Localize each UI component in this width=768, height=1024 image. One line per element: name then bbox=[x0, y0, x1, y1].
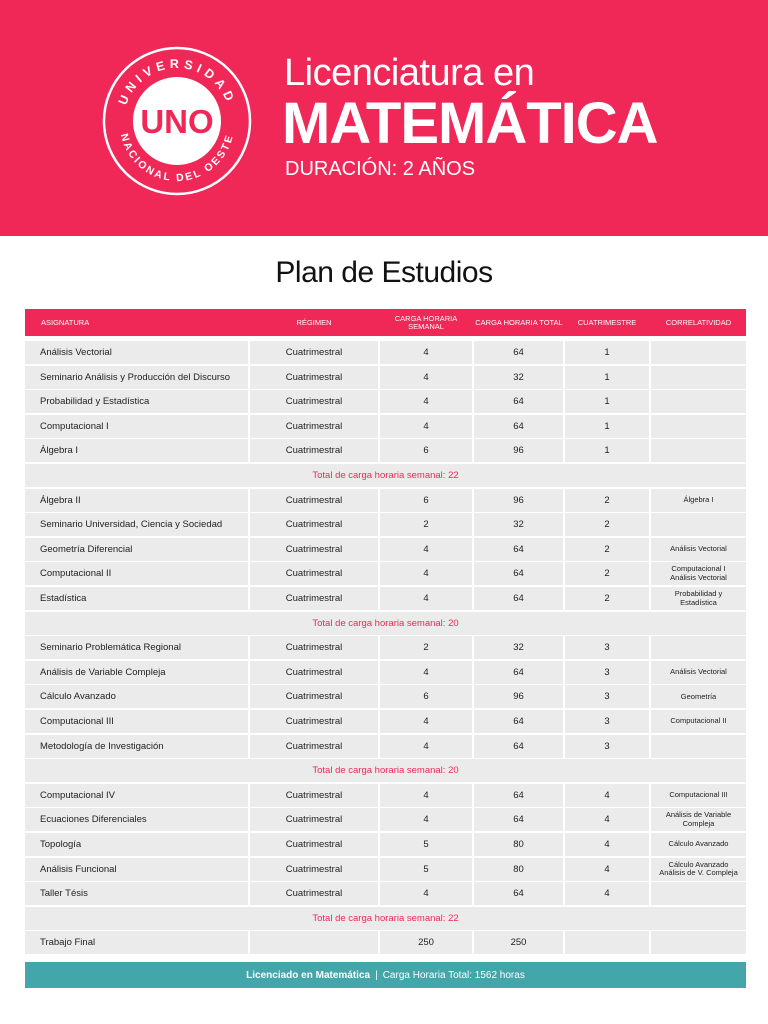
cell-total-text: 250 bbox=[510, 937, 527, 949]
cell-term bbox=[565, 489, 649, 512]
header-total: CARGA HORARIA TOTAL bbox=[475, 317, 563, 327]
cell-weekly-text: 4 bbox=[423, 740, 429, 752]
cell-weekly bbox=[380, 562, 472, 585]
cell-regime-text: Cuatrimestral bbox=[285, 347, 343, 358]
cell-regime bbox=[250, 858, 378, 881]
cell-weekly bbox=[380, 489, 472, 512]
cell-correlativity bbox=[651, 735, 746, 758]
cell-total bbox=[474, 661, 563, 684]
cell-total bbox=[474, 858, 563, 881]
cell-total bbox=[474, 636, 563, 659]
cell-subject-text: Álgebra I bbox=[40, 445, 79, 457]
cell-subject-text: Seminario Análisis y Producción del Discurso bbox=[40, 371, 231, 383]
cell-subject-text: Análisis Funcional bbox=[40, 863, 117, 875]
cell-total bbox=[474, 808, 563, 831]
cell-total-text: 80 bbox=[513, 863, 524, 875]
cell-correlativity-text: Geometría bbox=[680, 691, 717, 701]
cell-correlativity bbox=[651, 833, 746, 856]
cell-regime-text: Cuatrimestral bbox=[285, 543, 343, 555]
cell-term-text: 1 bbox=[604, 371, 610, 383]
cell-term-text: 4 bbox=[604, 789, 610, 801]
cell-correlativity-text: Computacional III bbox=[669, 790, 728, 800]
table-row bbox=[25, 808, 746, 831]
table-row bbox=[25, 735, 746, 758]
group-total-row: Total de carga horaria semanal: 22 bbox=[25, 907, 746, 930]
cell-correlativity bbox=[651, 931, 746, 954]
cell-regime-text: Cuatrimestral bbox=[285, 740, 343, 752]
cell-term-text: 4 bbox=[604, 814, 610, 826]
cell-term-text: 1 bbox=[604, 347, 610, 358]
cell-term-text: 1 bbox=[604, 420, 610, 432]
cell-total bbox=[474, 415, 563, 438]
cell-subject bbox=[25, 735, 248, 758]
cell-total bbox=[474, 587, 563, 610]
group-total-row: Total de carga horaria semanal: 22 bbox=[25, 464, 746, 487]
cell-weekly-text: 4 bbox=[423, 396, 429, 408]
table-row bbox=[25, 562, 746, 585]
cell-weekly-text: 4 bbox=[423, 543, 429, 555]
header-correlativity: CORRELATIVIDAD bbox=[665, 317, 732, 327]
cell-regime-text: Cuatrimestral bbox=[285, 445, 343, 457]
cell-total-text: 64 bbox=[513, 593, 524, 604]
cell-term-text: 4 bbox=[604, 863, 610, 875]
table-row bbox=[25, 390, 746, 413]
cell-subject bbox=[25, 833, 248, 856]
cell-weekly-text: 2 bbox=[423, 642, 429, 654]
cell-correlativity-text: Análisis de Variable Compleja bbox=[665, 810, 732, 828]
cell-term-text: 2 bbox=[604, 494, 610, 506]
cell-weekly bbox=[380, 587, 472, 610]
header-term: CUATRIMESTRE bbox=[577, 317, 637, 327]
cell-total bbox=[474, 538, 563, 561]
cell-regime bbox=[250, 562, 378, 585]
cell-weekly-text: 6 bbox=[423, 494, 429, 506]
cell-total bbox=[474, 341, 563, 364]
cell-correlativity-text: Probabilidad y Estadística bbox=[674, 589, 723, 607]
cell-total-text: 32 bbox=[513, 371, 524, 383]
cell-weekly bbox=[380, 931, 472, 954]
cell-subject bbox=[25, 439, 248, 462]
footer-separator: | bbox=[375, 969, 378, 981]
cell-total-text: 64 bbox=[513, 666, 524, 678]
cell-correlativity bbox=[651, 415, 746, 438]
cell-regime bbox=[250, 538, 378, 561]
cell-subject bbox=[25, 489, 248, 512]
table-row bbox=[25, 489, 746, 512]
cell-term-text: 1 bbox=[604, 396, 610, 408]
cell-subject bbox=[25, 882, 248, 905]
cell-subject bbox=[25, 390, 248, 413]
cell-weekly bbox=[380, 882, 472, 905]
cell-regime bbox=[250, 366, 378, 389]
cell-regime bbox=[250, 587, 378, 610]
cell-weekly bbox=[380, 341, 472, 364]
cell-regime bbox=[250, 661, 378, 684]
cell-correlativity-text: Cálculo Avanzado bbox=[668, 839, 729, 849]
cell-total-text: 64 bbox=[513, 420, 524, 432]
table-row bbox=[25, 784, 746, 807]
cell-subject-text: Computacional I bbox=[40, 420, 109, 432]
title-line-1: Licenciatura en bbox=[284, 52, 535, 94]
cell-term-text: 1 bbox=[604, 445, 610, 457]
footer-bar bbox=[25, 962, 746, 988]
cell-subject-text: Estadística bbox=[40, 593, 87, 604]
cell-term bbox=[565, 513, 649, 536]
table-row bbox=[25, 931, 746, 954]
cell-term bbox=[565, 784, 649, 807]
cell-term bbox=[565, 415, 649, 438]
plan-title: Plan de Estudios bbox=[275, 256, 493, 289]
cell-weekly bbox=[380, 735, 472, 758]
cell-correlativity bbox=[651, 390, 746, 413]
table-row bbox=[25, 341, 746, 364]
cell-total-text: 96 bbox=[513, 691, 524, 703]
cell-term bbox=[565, 366, 649, 389]
header-banner bbox=[0, 0, 768, 236]
cell-regime bbox=[250, 784, 378, 807]
cell-regime-text: Cuatrimestral bbox=[285, 863, 343, 875]
cell-correlativity bbox=[651, 439, 746, 462]
cell-correlativity-text: Computacional I Análisis Vectorial bbox=[670, 564, 727, 582]
cell-total-text: 64 bbox=[513, 789, 524, 801]
cell-correlativity bbox=[651, 562, 746, 585]
cell-total bbox=[474, 366, 563, 389]
cell-weekly-text: 4 bbox=[423, 371, 429, 383]
cell-subject bbox=[25, 710, 248, 733]
cell-term-text: 4 bbox=[604, 888, 610, 900]
cell-regime-text: Cuatrimestral bbox=[285, 494, 343, 506]
cell-correlativity bbox=[651, 366, 746, 389]
group-total-row: Total de carga horaria semanal: 20 bbox=[25, 612, 746, 635]
cell-weekly-text: 4 bbox=[423, 347, 429, 358]
group-total-row: Total de carga horaria semanal: 20 bbox=[25, 759, 746, 782]
cell-subject bbox=[25, 415, 248, 438]
table-row bbox=[25, 710, 746, 733]
cell-term-text: 4 bbox=[604, 839, 610, 850]
cell-total-text: 64 bbox=[513, 740, 524, 752]
cell-subject-text: Seminario Universidad, Ciencia y Sociedad bbox=[40, 519, 223, 531]
cell-subject-text: Análisis de Variable Compleja bbox=[40, 666, 166, 678]
cell-regime bbox=[250, 341, 378, 364]
cell-subject-text: Computacional III bbox=[40, 716, 114, 727]
university-seal-logo bbox=[102, 46, 252, 196]
table-row bbox=[25, 415, 746, 438]
cell-regime bbox=[250, 882, 378, 905]
cell-total bbox=[474, 390, 563, 413]
cell-total-text: 64 bbox=[513, 347, 524, 358]
cell-subject-text: Cálculo Avanzado bbox=[40, 691, 116, 703]
cell-total-text: 64 bbox=[513, 543, 524, 555]
cell-total-text: 64 bbox=[513, 716, 524, 727]
cell-term bbox=[565, 808, 649, 831]
cell-regime-text: Cuatrimestral bbox=[285, 888, 343, 900]
cell-weekly bbox=[380, 439, 472, 462]
cell-subject-text: Computacional II bbox=[40, 568, 112, 580]
cell-correlativity bbox=[651, 685, 746, 708]
cell-subject-text: Geometría Diferencial bbox=[40, 543, 133, 555]
cell-term bbox=[565, 931, 649, 954]
cell-correlativity bbox=[651, 587, 746, 610]
table-row bbox=[25, 587, 746, 610]
table-row bbox=[25, 661, 746, 684]
cell-weekly-text: 6 bbox=[423, 445, 429, 457]
cell-regime bbox=[250, 735, 378, 758]
cell-term-text: 2 bbox=[604, 593, 610, 604]
cell-correlativity bbox=[651, 489, 746, 512]
cell-total-text: 32 bbox=[513, 519, 524, 531]
header-weekly: CARGA HORARIA SEMANAL bbox=[394, 313, 458, 331]
cell-total-text: 64 bbox=[513, 814, 524, 826]
cell-weekly bbox=[380, 636, 472, 659]
cell-weekly bbox=[380, 513, 472, 536]
cell-subject-text: Análisis Vectorial bbox=[40, 347, 112, 358]
cell-total-text: 96 bbox=[513, 494, 524, 506]
cell-regime bbox=[250, 513, 378, 536]
cell-term bbox=[565, 833, 649, 856]
cell-regime-text: Cuatrimestral bbox=[285, 666, 343, 678]
cell-weekly-text: 5 bbox=[423, 863, 429, 875]
cell-subject bbox=[25, 685, 248, 708]
duration-label: DURACIÓN: 2 AÑOS bbox=[285, 158, 476, 180]
cell-regime-text: Cuatrimestral bbox=[285, 814, 343, 826]
cell-weekly bbox=[380, 685, 472, 708]
cell-regime-text: Cuatrimestral bbox=[285, 593, 343, 604]
cell-weekly-text: 4 bbox=[423, 593, 429, 604]
cell-term bbox=[565, 735, 649, 758]
cell-regime-text: Cuatrimestral bbox=[285, 420, 343, 432]
cell-total bbox=[474, 439, 563, 462]
cell-subject bbox=[25, 784, 248, 807]
cell-weekly-text: 4 bbox=[423, 568, 429, 580]
cell-weekly-text: 4 bbox=[423, 666, 429, 678]
footer-total: Carga Horaria Total: 1562 horas bbox=[382, 969, 525, 981]
cell-term bbox=[565, 341, 649, 364]
seal-text-top: UNIVERSIDAD bbox=[115, 56, 239, 107]
table-row bbox=[25, 833, 746, 856]
cell-correlativity bbox=[651, 636, 746, 659]
cell-term bbox=[565, 439, 649, 462]
cell-weekly bbox=[380, 858, 472, 881]
cell-correlativity bbox=[651, 858, 746, 881]
cell-term-text: 2 bbox=[604, 568, 610, 580]
cell-term-text: 3 bbox=[604, 666, 610, 678]
seal-text-bottom: NACIONAL DEL OESTE bbox=[117, 132, 237, 185]
cell-subject-text: Computacional IV bbox=[40, 789, 115, 801]
cell-term-text: 3 bbox=[604, 740, 610, 752]
cell-weekly bbox=[380, 390, 472, 413]
cell-weekly bbox=[380, 833, 472, 856]
cell-total bbox=[474, 735, 563, 758]
cell-term-text: 2 bbox=[604, 543, 610, 555]
cell-total-text: 96 bbox=[513, 445, 524, 457]
cell-regime-text: Cuatrimestral bbox=[285, 519, 343, 531]
cell-regime bbox=[250, 415, 378, 438]
table-header bbox=[25, 309, 746, 336]
cell-correlativity bbox=[651, 710, 746, 733]
cell-total-text: 64 bbox=[513, 888, 524, 900]
cell-term bbox=[565, 538, 649, 561]
cell-correlativity-text: Álgebra I bbox=[683, 494, 714, 504]
cell-total bbox=[474, 882, 563, 905]
cell-subject bbox=[25, 562, 248, 585]
cell-regime bbox=[250, 931, 378, 954]
cell-term bbox=[565, 661, 649, 684]
cell-weekly-text: 4 bbox=[423, 716, 429, 727]
cell-weekly-text: 2 bbox=[423, 519, 429, 531]
cell-total bbox=[474, 931, 563, 954]
cell-subject-text: Trabajo Final bbox=[40, 937, 96, 949]
cell-correlativity-text: Análisis Vectorial bbox=[670, 544, 727, 554]
table-row bbox=[25, 882, 746, 905]
cell-total-text: 64 bbox=[513, 396, 524, 408]
cell-total-text: 64 bbox=[513, 568, 524, 580]
cell-regime bbox=[250, 390, 378, 413]
table-row bbox=[25, 538, 746, 561]
cell-subject bbox=[25, 587, 248, 610]
cell-term bbox=[565, 587, 649, 610]
table-row bbox=[25, 858, 746, 881]
cell-subject-text: Ecuaciones Diferenciales bbox=[40, 814, 147, 826]
cell-regime bbox=[250, 833, 378, 856]
header-subject: ASIGNATURA bbox=[41, 317, 90, 327]
cell-subject-text: Probabilidad y Estadística bbox=[40, 396, 150, 408]
cell-regime-text: Cuatrimestral bbox=[285, 396, 343, 408]
cell-term-text: 3 bbox=[604, 642, 610, 654]
cell-weekly-text: 4 bbox=[423, 814, 429, 826]
cell-subject bbox=[25, 661, 248, 684]
cell-weekly bbox=[380, 784, 472, 807]
cell-total bbox=[474, 513, 563, 536]
table-row bbox=[25, 513, 746, 536]
cell-correlativity-text: Cálculo Avanzado Análisis de V. Compleja bbox=[659, 859, 738, 878]
cell-subject-text: Topología bbox=[40, 839, 82, 850]
cell-weekly bbox=[380, 808, 472, 831]
logo-text: UNO bbox=[140, 103, 214, 140]
cell-weekly-text: 4 bbox=[423, 888, 429, 900]
cell-regime bbox=[250, 636, 378, 659]
table-row bbox=[25, 685, 746, 708]
cell-correlativity bbox=[651, 784, 746, 807]
cell-weekly-text: 4 bbox=[423, 420, 429, 432]
cell-regime bbox=[250, 439, 378, 462]
cell-correlativity bbox=[651, 808, 746, 831]
cell-weekly bbox=[380, 661, 472, 684]
cell-regime-text: Cuatrimestral bbox=[285, 642, 343, 654]
cell-correlativity-text: Análisis Vectorial bbox=[670, 667, 727, 677]
cell-subject bbox=[25, 858, 248, 881]
cell-subject-text: Álgebra II bbox=[40, 494, 81, 506]
cell-correlativity bbox=[651, 538, 746, 561]
cell-regime bbox=[250, 808, 378, 831]
cell-total bbox=[474, 833, 563, 856]
cell-subject bbox=[25, 808, 248, 831]
cell-regime-text: Cuatrimestral bbox=[285, 568, 343, 580]
cell-weekly bbox=[380, 538, 472, 561]
table-row bbox=[25, 366, 746, 389]
cell-correlativity bbox=[651, 341, 746, 364]
cell-term bbox=[565, 636, 649, 659]
cell-total-text: 80 bbox=[513, 839, 524, 850]
cell-regime bbox=[250, 489, 378, 512]
cell-regime-text: Cuatrimestral bbox=[285, 716, 343, 727]
cell-weekly-text: 6 bbox=[423, 691, 429, 703]
cell-subject bbox=[25, 636, 248, 659]
cell-weekly bbox=[380, 415, 472, 438]
cell-total bbox=[474, 489, 563, 512]
cell-correlativity bbox=[651, 513, 746, 536]
cell-weekly bbox=[380, 710, 472, 733]
cell-subject bbox=[25, 538, 248, 561]
cell-term bbox=[565, 562, 649, 585]
header-regime: RÉGIMEN bbox=[296, 317, 332, 327]
cell-term-text: 2 bbox=[604, 519, 610, 531]
cell-weekly bbox=[380, 366, 472, 389]
cell-correlativity bbox=[651, 661, 746, 684]
cell-weekly-text: 5 bbox=[423, 839, 429, 850]
cell-term bbox=[565, 858, 649, 881]
footer-degree: Licenciado en Matemática bbox=[246, 969, 371, 981]
cell-subject bbox=[25, 513, 248, 536]
cell-correlativity bbox=[651, 882, 746, 905]
cell-weekly-text: 250 bbox=[418, 937, 434, 949]
cell-subject-text: Taller Tésis bbox=[40, 888, 88, 900]
cell-regime bbox=[250, 710, 378, 733]
cell-total bbox=[474, 685, 563, 708]
cell-term bbox=[565, 710, 649, 733]
cell-term bbox=[565, 882, 649, 905]
cell-term-text: 3 bbox=[604, 716, 610, 727]
cell-total bbox=[474, 710, 563, 733]
cell-regime-text: Cuatrimestral bbox=[285, 789, 343, 801]
cell-term bbox=[565, 390, 649, 413]
table-row bbox=[25, 636, 746, 659]
cell-subject bbox=[25, 931, 248, 954]
cell-term-text: 3 bbox=[604, 691, 610, 703]
title-line-2: MATEMÁTICA bbox=[282, 91, 658, 156]
cell-regime-text: Cuatrimestral bbox=[285, 691, 343, 703]
cell-subject bbox=[25, 366, 248, 389]
cell-total bbox=[474, 784, 563, 807]
cell-subject-text: Metodología de Investigación bbox=[40, 740, 164, 752]
cell-subject-text: Seminario Problemática Regional bbox=[40, 642, 181, 654]
cell-total bbox=[474, 562, 563, 585]
cell-term bbox=[565, 685, 649, 708]
cell-correlativity-text: Computacional II bbox=[670, 716, 727, 726]
cell-regime bbox=[250, 685, 378, 708]
table-row bbox=[25, 439, 746, 462]
cell-total-text: 32 bbox=[513, 642, 524, 654]
cell-weekly-text: 4 bbox=[423, 789, 429, 801]
cell-regime-text: Cuatrimestral bbox=[285, 839, 343, 850]
cell-subject bbox=[25, 341, 248, 364]
cell-regime-text: Cuatrimestral bbox=[285, 371, 343, 383]
